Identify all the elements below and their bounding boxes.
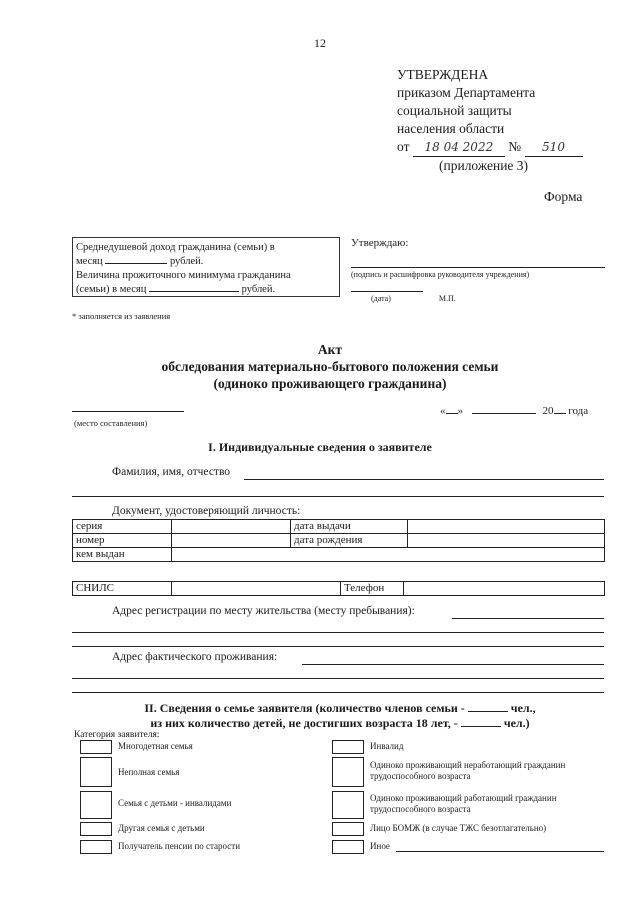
- checkbox-single-employed[interactable]: [332, 791, 364, 819]
- subsistence-month-label: (семьи) в месяц: [76, 284, 147, 295]
- category-large-family: Многодетная семья: [118, 741, 193, 751]
- approve-label: Утверждаю:: [351, 237, 409, 249]
- category-homeless: Лицо БОМЖ (в случае ТЖС безотлагательно): [370, 823, 547, 833]
- actual-address-line-2[interactable]: [72, 678, 604, 679]
- approve-block: [351, 237, 605, 303]
- issue-date-value[interactable]: [408, 520, 605, 534]
- day-field[interactable]: [446, 413, 458, 414]
- approval-block: [397, 66, 583, 175]
- income-line-2: [76, 255, 336, 269]
- document-table: [72, 519, 605, 562]
- act-date-row: [440, 405, 588, 417]
- approval-line-1: приказом Департамента: [397, 85, 536, 100]
- income-rub-label: рублей.: [169, 256, 204, 267]
- approval-title: УТВЕРЖДЕНА: [397, 67, 489, 82]
- reg-address-line-3[interactable]: [72, 646, 604, 647]
- place-caption: (место составления): [74, 418, 148, 428]
- family-count-unit: чел.,: [510, 701, 536, 715]
- footnote: * заполняется из заявления: [72, 311, 171, 321]
- approve-date-caption: (дата): [371, 294, 391, 303]
- children-count-field[interactable]: [461, 726, 501, 727]
- appendix-label: (приложение 3): [439, 158, 529, 173]
- category-other: Иное: [370, 841, 390, 851]
- act-title-block: [60, 341, 600, 392]
- issue-date-label: дата выдачи: [291, 520, 408, 534]
- series-value[interactable]: [172, 520, 291, 534]
- category-family-disabled-children: Семья с детьми - инвалидами: [118, 798, 232, 808]
- approval-date-row: [397, 138, 583, 157]
- series-label: серия: [73, 520, 172, 534]
- table-row: [73, 548, 605, 562]
- stamp-caption: М.П.: [438, 294, 456, 303]
- number-value[interactable]: [172, 534, 291, 548]
- checkbox-pensioner[interactable]: [80, 840, 112, 854]
- act-subtitle-2: (одиноко проживающего гражданина): [213, 376, 447, 391]
- year-field[interactable]: [554, 413, 566, 414]
- income-line-4: [76, 283, 336, 297]
- issued-by-value[interactable]: [172, 548, 605, 562]
- other-category-field[interactable]: [396, 851, 604, 852]
- checkbox-family-disabled-children[interactable]: [80, 791, 112, 819]
- actual-address-label: Адрес фактического проживания:: [112, 651, 278, 663]
- children-count-label: из них количество детей, не достигших возраста 18 лет, -: [150, 716, 458, 730]
- handwritten-date: 18 04 2022: [413, 138, 505, 157]
- approve-date-line[interactable]: [351, 285, 423, 292]
- income-month-label: месяц: [76, 256, 103, 267]
- quote-close: »: [457, 405, 463, 417]
- reg-address-line-2[interactable]: [72, 632, 604, 633]
- income-line-1: Среднедушевой доход гражданина (семьи) в: [76, 242, 275, 253]
- table-row: [73, 582, 605, 596]
- category-title: Категория заявителя:: [74, 730, 160, 740]
- children-count-unit: чел.): [503, 716, 530, 730]
- snils-table: [72, 581, 605, 596]
- phone-value[interactable]: [404, 582, 605, 596]
- issued-by-label: кем выдан: [73, 548, 172, 562]
- act-title: Акт: [317, 342, 343, 357]
- signature-caption: (подпись и расшифровка руководителя учреждения): [351, 270, 530, 279]
- category-single-unemployed: Одиноко проживающий неработающий гражданин трудоспособного возраста: [370, 760, 566, 781]
- act-subtitle-1: обследования материально-бытового положения семьи: [161, 359, 499, 374]
- snils-label: СНИЛС: [73, 582, 172, 596]
- checkbox-single-unemployed[interactable]: [332, 757, 364, 787]
- checkbox-homeless[interactable]: [332, 822, 364, 836]
- handwritten-number: 510: [525, 138, 583, 157]
- approval-line-2: социальной защиты: [397, 103, 512, 118]
- subsistence-amount-field[interactable]: [149, 291, 239, 292]
- table-row: [73, 534, 605, 548]
- subsistence-rub-label: рублей.: [241, 284, 276, 295]
- number-label: номер: [73, 534, 172, 548]
- date-prefix: от: [397, 139, 410, 154]
- family-count-label: II. Сведения о семье заявителя (количество членов семьи -: [144, 701, 465, 715]
- category-disabled: Инвалид: [370, 741, 404, 751]
- phone-label: Телефон: [341, 582, 404, 596]
- fio-field-line-2[interactable]: [72, 496, 604, 497]
- quote-open: «: [440, 405, 446, 417]
- section-1-title: I. Индивидуальные сведения о заявителе: [208, 440, 432, 454]
- checkbox-single-parent-family[interactable]: [80, 757, 112, 787]
- checkbox-large-family[interactable]: [80, 740, 112, 754]
- category-single-employed: Одиноко проживающий работающий гражданин трудоспособного возраста: [370, 793, 557, 814]
- income-box: [72, 237, 340, 297]
- checkbox-other-family[interactable]: [80, 822, 112, 836]
- reg-address-field[interactable]: [452, 618, 604, 619]
- birth-date-value[interactable]: [408, 534, 605, 548]
- section-2-title: [60, 701, 620, 731]
- actual-address-line-3[interactable]: [72, 692, 604, 693]
- table-row: [73, 520, 605, 534]
- form-label: Форма: [544, 189, 583, 204]
- number-prefix: №: [508, 139, 522, 154]
- category-pensioner: Получатель пенсии по старости: [118, 841, 241, 851]
- income-line-3: Величина прожиточного минимума гражданина: [76, 270, 291, 281]
- income-amount-field[interactable]: [105, 263, 167, 264]
- page-number: 12: [314, 36, 326, 50]
- category-other-family: Другая семья с детьми: [118, 823, 205, 833]
- snils-value[interactable]: [172, 582, 341, 596]
- month-field[interactable]: [472, 413, 536, 414]
- place-field[interactable]: [72, 411, 184, 412]
- checkbox-other[interactable]: [332, 840, 364, 854]
- category-single-parent-family: Неполная семья: [118, 767, 180, 777]
- approval-line-3: населения области: [397, 121, 505, 136]
- actual-address-field[interactable]: [302, 664, 604, 665]
- checkbox-disabled[interactable]: [332, 740, 364, 754]
- year-prefix: 20: [542, 405, 554, 417]
- fio-field[interactable]: [244, 479, 604, 480]
- reg-address-label: Адрес регистрации по месту жительства (месту пребывания):: [112, 605, 415, 617]
- family-count-field[interactable]: [468, 711, 508, 712]
- year-suffix: года: [568, 405, 589, 417]
- document-label: Документ, удостоверяющий личность:: [112, 505, 301, 517]
- birth-date-label: дата рождения: [291, 534, 408, 548]
- signature-line[interactable]: [351, 249, 605, 268]
- fio-label: Фамилия, имя, отчество: [112, 466, 231, 478]
